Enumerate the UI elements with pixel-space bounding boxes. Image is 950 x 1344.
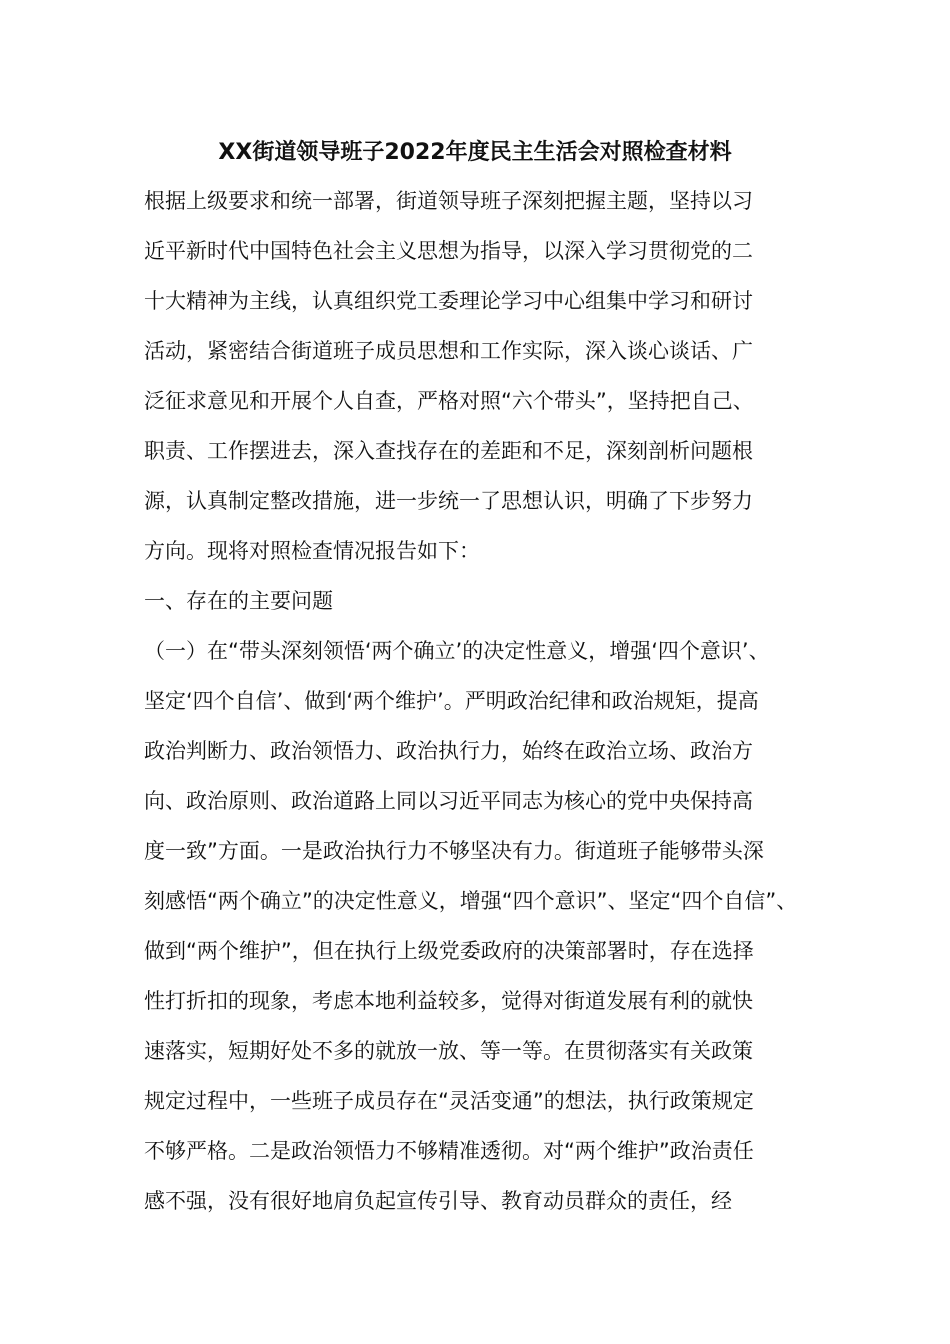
- body-line: 感不强，没有很好地肩负起宣传引导、教育动员群众的责任，经: [144, 1189, 732, 1213]
- body-line: 根据上级要求和统一部署，街道领导班子深刻把握主题，坚持以习: [144, 189, 753, 213]
- body-line: 坚定‘四个自信’、做到‘两个维护’。严明政治纪律和政治规矩，提高: [144, 689, 759, 713]
- document-body: [144, 176, 824, 1226]
- body-line: 近平新时代中国特色社会主义思想为指导，以深入学习贯彻党的二: [144, 239, 753, 263]
- body-line: 不够严格。二是政治领悟力不够精准透彻。对“两个维护”政治责任: [144, 1139, 754, 1163]
- body-line: 规定过程中，一些班子成员存在“灵活变通”的想法，执行政策规定: [144, 1089, 754, 1113]
- body-line: 源，认真制定整改措施，进一步统一了思想认识，明确了下步努力: [144, 489, 753, 513]
- body-line: 做到“两个维护”，但在执行上级党委政府的决策部署时，存在选择: [144, 939, 754, 963]
- body-line: 刻感悟“两个确立”的决定性意义，增强“四个意识”、坚定“四个自信”、: [144, 889, 798, 913]
- document-title: XX街道领导班子2022年度民主生活会对照检查材料: [218, 140, 732, 165]
- body-line: （一）在“带头深刻领悟‘两个确立’的决定性意义，增强‘四个意识’、: [144, 639, 770, 663]
- body-line: 性打折扣的现象，考虑本地利益较多，觉得对街道发展有利的就快: [144, 989, 753, 1013]
- body-line: 方向。现将对照检查情况报告如下：: [144, 539, 480, 563]
- body-line: 十大精神为主线，认真组织党工委理论学习中心组集中学习和研讨: [144, 289, 753, 313]
- body-line: 活动，紧密结合街道班子成员思想和工作实际，深入谈心谈话、广: [144, 339, 753, 363]
- body-line: 泛征求意见和开展个人自查，严格对照“六个带头”，坚持把自己、: [144, 389, 754, 413]
- body-line: 政治判断力、政治领悟力、政治执行力，始终在政治立场、政治方: [144, 739, 753, 763]
- body-line: 速落实，短期好处不多的就放一放、等一等。在贯彻落实有关政策: [144, 1039, 753, 1063]
- body-line: 度一致”方面。一是政治执行力不够坚决有力。街道班子能够带头深: [144, 839, 764, 863]
- body-line: 职责、工作摆进去，深入查找存在的差距和不足，深刻剖析问题根: [144, 439, 753, 463]
- body-line: 向、政治原则、政治道路上同以习近平同志为核心的党中央保持高: [144, 789, 753, 813]
- section-heading: 一、存在的主要问题: [144, 589, 333, 613]
